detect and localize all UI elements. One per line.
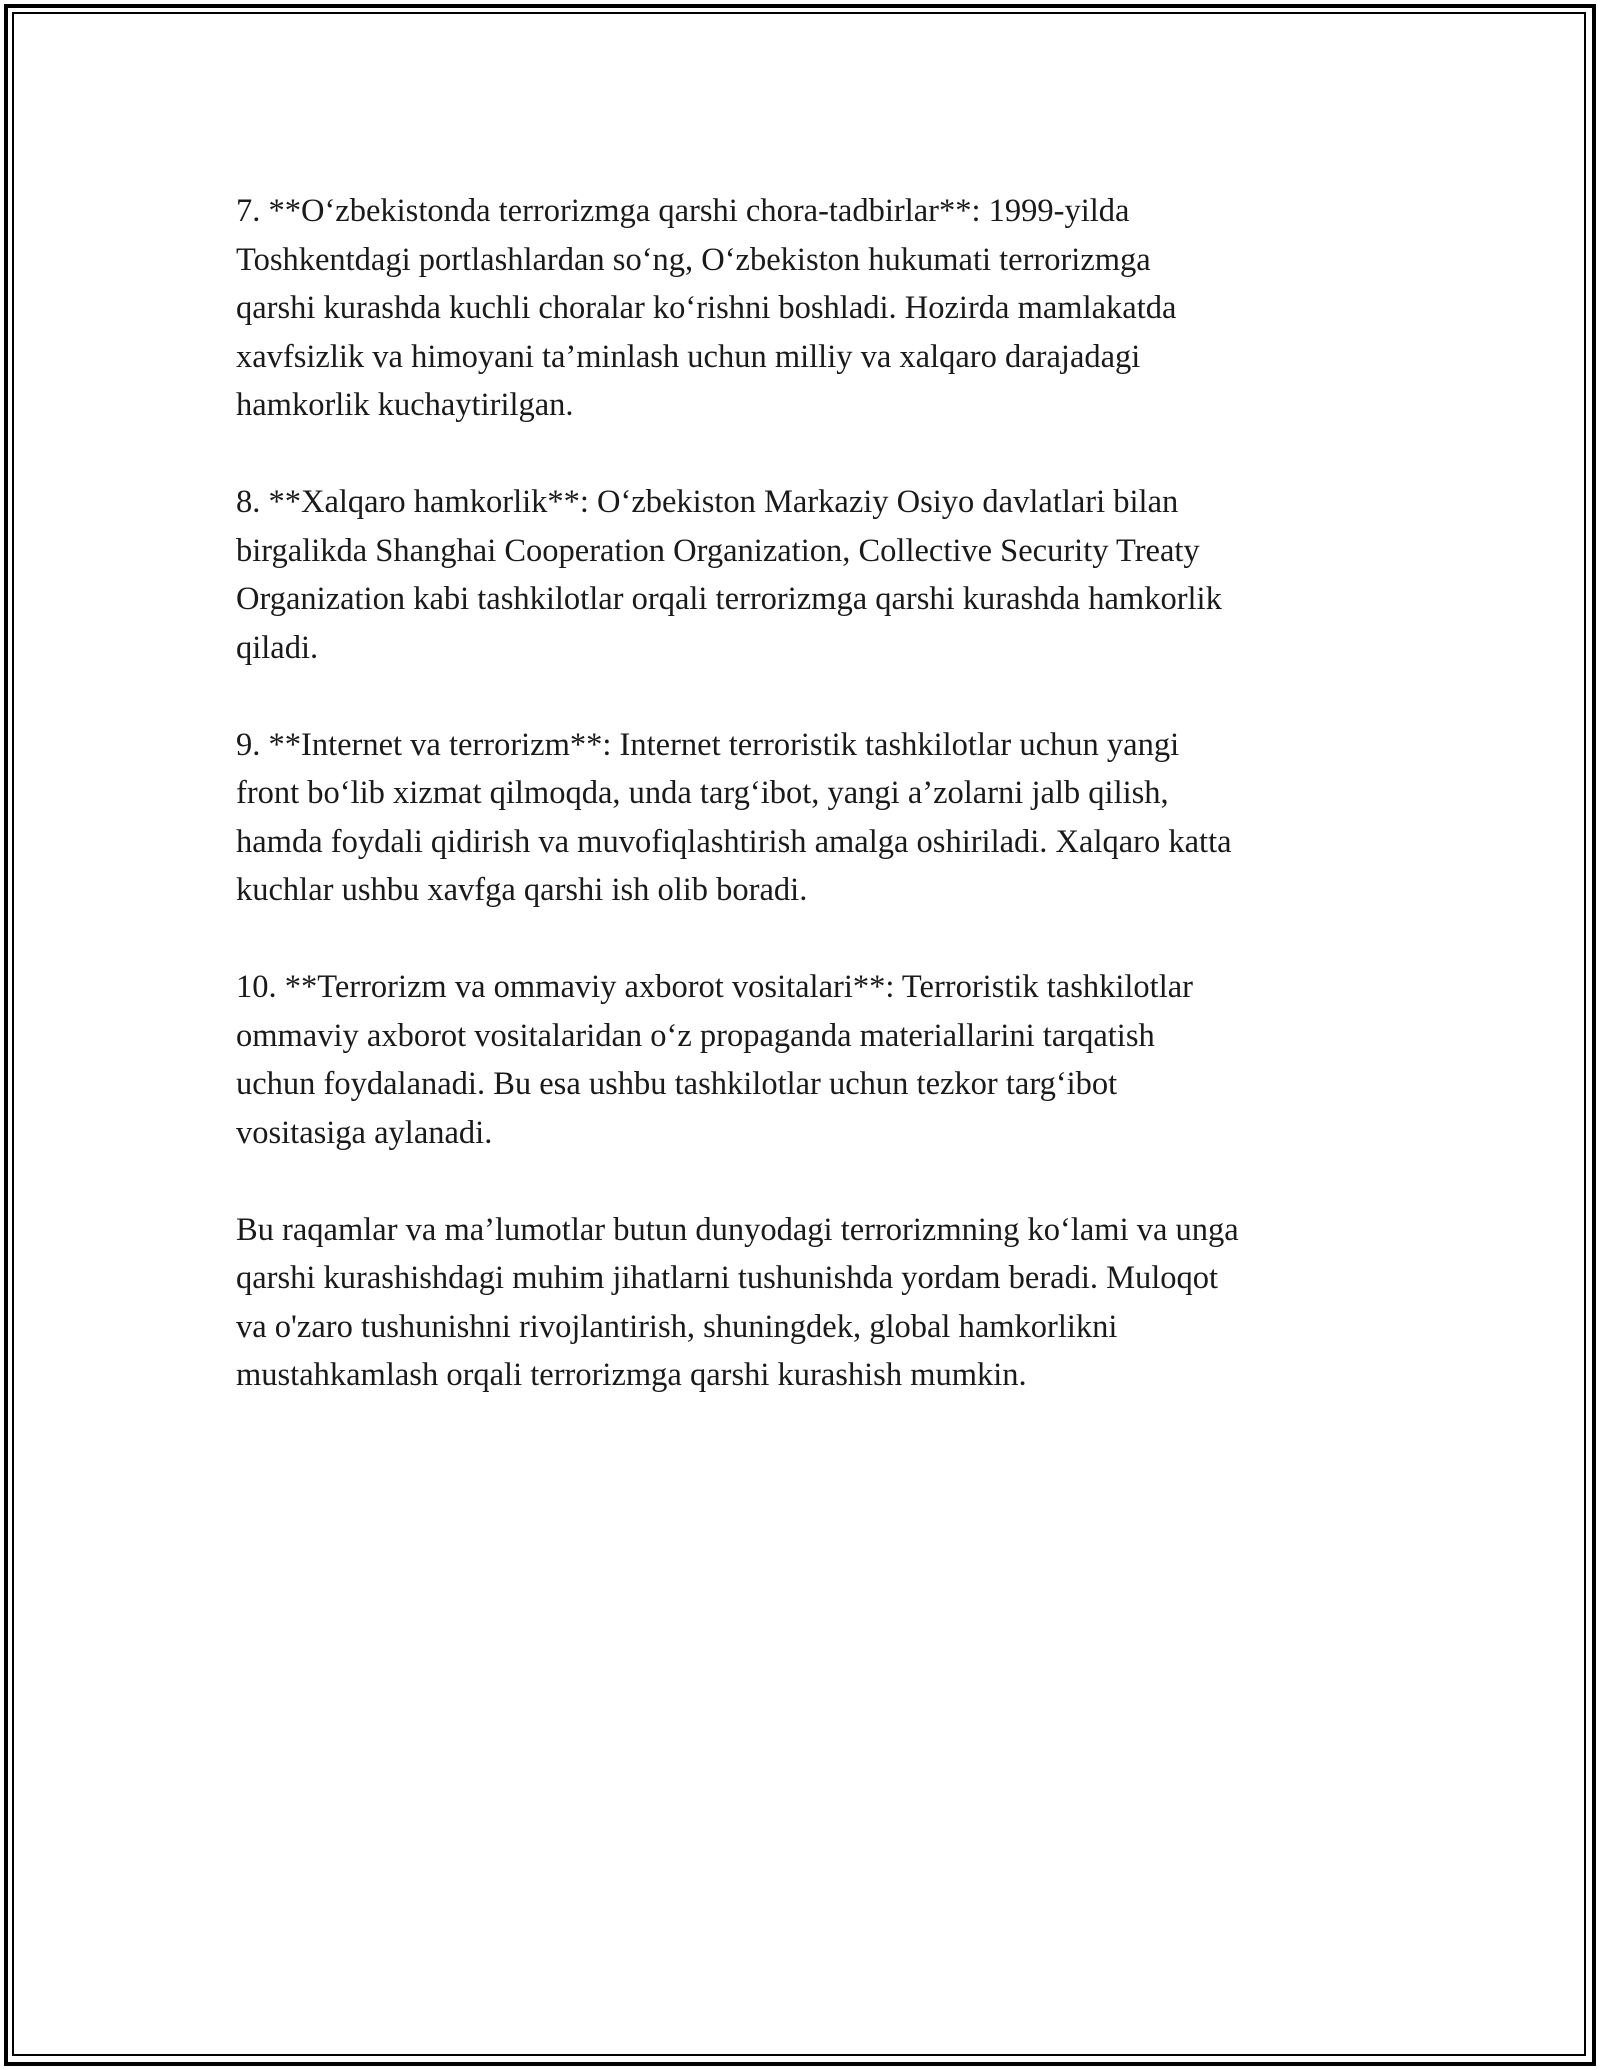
paragraph-item-9: 9. **Internet va terrorizm**: Internet terroristik tashkilotlar uchun yangi front bo‘lib xizmat qilmoqda, unda targ‘ibot, yangi a’zolarni jalb qilish, hamda foydali qidirish va muvofiqlashtirish amalga oshiriladi. Xalqaro katta kuchlar ushbu xavfga qarshi ish olib boradi. xyxy=(236,726,1232,908)
paragraph-item-10: 10. **Terrorizm va ommaviy axborot vositalari**: Terroristik tashkilotlar ommaviy axborot vositalaridan o‘z propaganda materiallarini tarqatish uchun foydalanadi. Bu esa ushbu tashkilotlar uchun tezkor targ‘ibot vositasiga aylanadi. xyxy=(236,969,1193,1151)
paragraph-item-7: 7. **O‘zbekistonda terrorizmga qarshi chora-tadbirlar**: 1999-yilda Toshkentdagi portlashlardan so‘ng, O‘zbekiston hukumati terrorizmga qarshi kurashda kuchli choralar ko‘rishni boshladi. Hozirda mamlakatda xavfsizlik va himoyani ta’minlash uchun milliy va xalqaro darajadagi hamkorlik kuchaytirilgan. xyxy=(236,193,1177,423)
paragraph-item-8: 8. **Xalqaro hamkorlik**: O‘zbekiston Markaziy Osiyo davlatlari bilan birgalikda Shanghai Cooperation Organization, Collective Security Treaty Organization kabi tashkilotlar orqali terrorizmga qarshi kurashda hamkorlik qiladi. xyxy=(236,484,1222,666)
paragraph-conclusion: Bu raqamlar va ma’lumotlar butun dunyodagi terrorizmning ko‘lami va unga qarshi kurashishdagi muhim jihatlarni tushunishda yordam beradi. Muloqot va o'zaro tushunishni rivojlantirish, shuningdek, global hamkorlikni mustahkamlash orqali terrorizmga qarshi kurashish mumkin. xyxy=(236,1211,1239,1393)
document-body xyxy=(236,187,1386,1448)
